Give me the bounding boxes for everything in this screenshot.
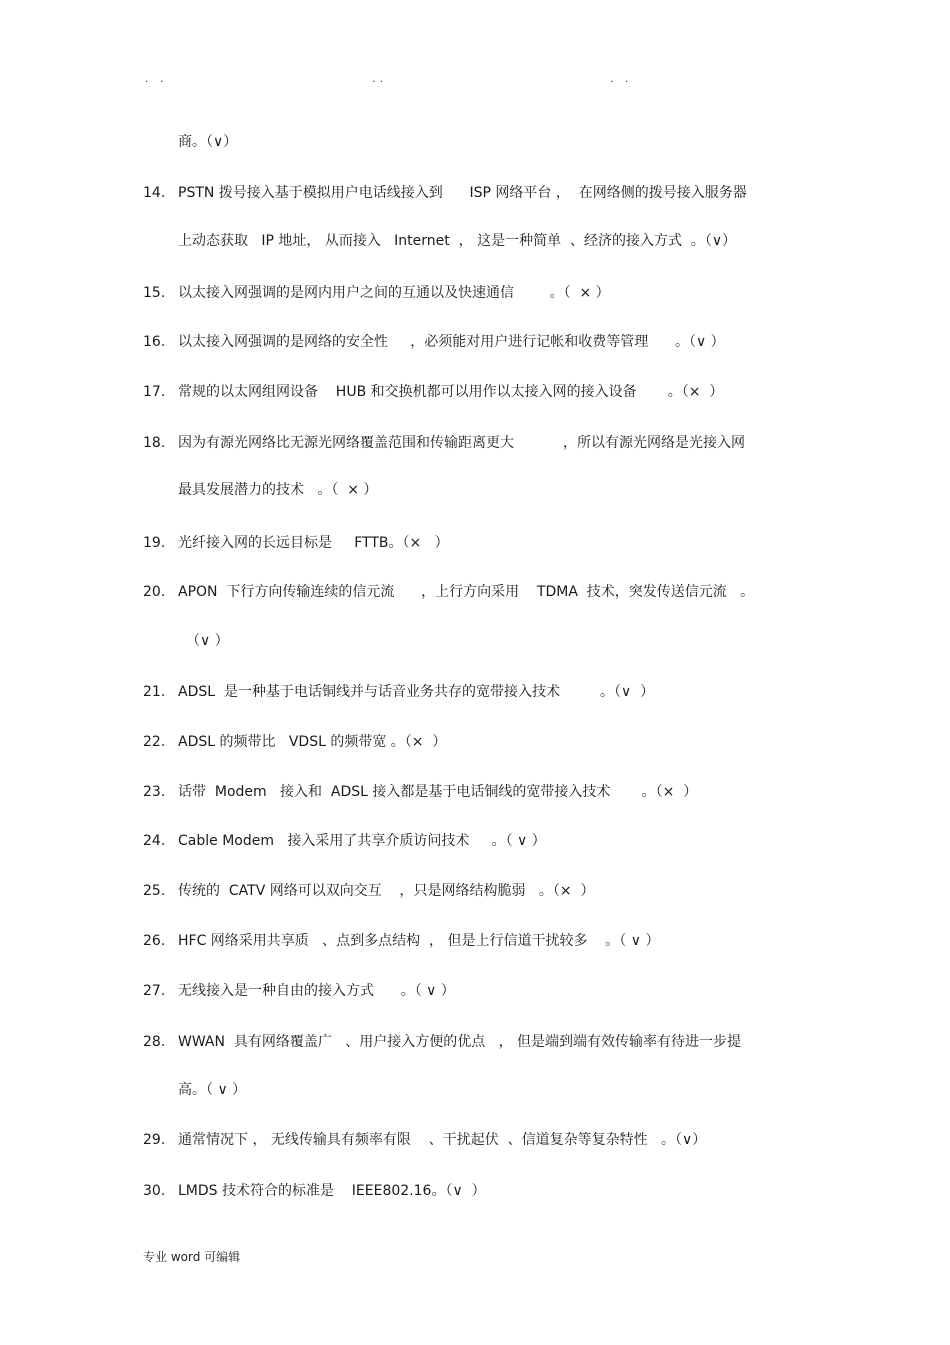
item-22-number: 22. (143, 734, 166, 750)
item-28-number: 28. (143, 1034, 166, 1050)
item-21-text: ADSL 是一种基于电话铜线并与话音业务共存的宽带接入技术 。（∨ ） (178, 684, 655, 700)
item-20-text: APON 下行方向传输连续的信元流 ，上行方向采用 TDMA 技术，突发传送信元流 。 (178, 584, 755, 600)
item-28-text-cont: 高。（ ∨ ） (178, 1082, 247, 1098)
header-dots-right: . . (610, 72, 633, 85)
item-18-text-cont: 最具发展潜力的技术 。（ × ） (178, 482, 378, 498)
item-29-number: 29. (143, 1132, 166, 1148)
continuation-line: 商。（∨） (178, 134, 238, 150)
item-16-text: 以太接入网强调的是网络的安全性 ，必须能对用户进行记帐和收费等管理 。（∨ ） (178, 334, 725, 350)
item-14-text-cont: 上动态获取 IP 地址， 从而接入 Internet ， 这是一种简单 、经济的接入方式 。（∨） (178, 233, 737, 249)
item-30-text: LMDS 技术符合的标准是 IEEE802.16。（∨ ） (178, 1183, 486, 1199)
item-15-number: 15. (143, 285, 166, 301)
item-18-text: 因为有源光网络比无源光网络覆盖范围和传输距离更大 ，所以有源光网络是光接入网 (178, 435, 745, 451)
item-29-text: 通常情况下 ， 无线传输具有频率有限 、干扰起伏 、信道复杂等复杂特性 。（∨） (178, 1132, 707, 1148)
item-25-number: 25. (143, 883, 166, 899)
item-22-text: ADSL 的频带比 VDSL 的频带宽 。（× ） (178, 734, 447, 750)
item-17-text: 常规的以太网组网设备 HUB 和交换机都可以用作以太接入网的接入设备 。（× ） (178, 384, 724, 400)
item-24-text: Cable Modem 接入采用了共享介质访问技术 。（ ∨ ） (178, 833, 546, 849)
item-14-text: PSTN 拨号接入基于模拟用户电话线接入到 ISP 网络平台 ， 在网络侧的拨号接入服务器 (178, 185, 747, 201)
item-20-number: 20. (143, 584, 166, 600)
item-23-number: 23. (143, 784, 166, 800)
item-26-text: HFC 网络采用共享质 、点到多点结构 ， 但是上行信道干扰较多 。（ ∨ ） (178, 933, 660, 949)
item-23-text: 话带 Modem 接入和 ADSL 接入都是基于电话铜线的宽带接入技术 。（× ） (178, 784, 698, 800)
item-24-number: 24. (143, 833, 166, 849)
item-19-text: 光纤接入网的长远目标是 FTTB。（× ） (178, 535, 449, 551)
header-dots-left: . . (145, 72, 168, 85)
item-25-text: 传统的 CATV 网络可以双向交互 ，只是网络结构脆弱 。（× ） (178, 883, 595, 899)
item-18-number: 18. (143, 435, 166, 451)
item-17-number: 17. (143, 384, 166, 400)
item-20-text-cont: （∨ ） (186, 633, 229, 649)
header-dots-center: .. (372, 72, 387, 85)
page-footer: 专业 word 可编辑 (143, 1250, 241, 1264)
item-16-number: 16. (143, 334, 166, 350)
item-14-number: 14. (143, 185, 166, 201)
item-15-text: 以太接入网强调的是网内用户之间的互通以及快速通信 。（ × ） (178, 285, 610, 301)
item-27-number: 27. (143, 983, 166, 999)
item-21-number: 21. (143, 684, 166, 700)
item-19-number: 19. (143, 535, 166, 551)
item-28-text: WWAN 具有网络覆盖广 、用户接入方便的优点 ， 但是端到端有效传输率有待进一步提 (178, 1034, 742, 1050)
item-30-number: 30. (143, 1183, 166, 1199)
item-27-text: 无线接入是一种自由的接入方式 。（ ∨ ） (178, 983, 455, 999)
item-26-number: 26. (143, 933, 166, 949)
